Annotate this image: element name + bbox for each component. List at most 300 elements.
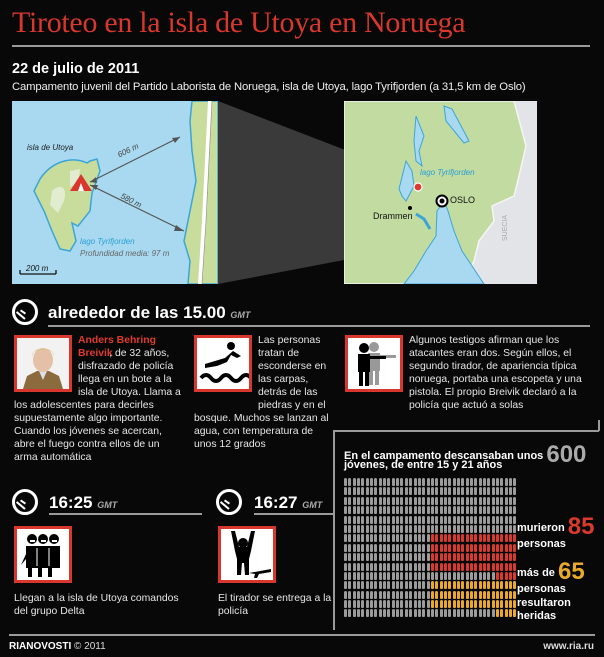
person-figure <box>366 534 369 542</box>
person-figure <box>461 609 464 617</box>
footer-url[interactable]: www.ria.ru <box>543 641 594 652</box>
person-figure <box>400 553 403 561</box>
regional-map <box>344 101 537 284</box>
person-figure <box>470 516 473 524</box>
person-figure <box>457 581 460 589</box>
section2-text: Llegan a la isla de Utoya comandos del grupo Delta <box>14 593 179 617</box>
person-figure <box>474 478 477 486</box>
person-figure <box>418 563 421 571</box>
person-figure <box>379 544 382 552</box>
person-figure <box>461 478 464 486</box>
person-figure <box>513 487 516 495</box>
person-figure <box>453 563 456 571</box>
person-figure <box>383 534 386 542</box>
person-figure <box>457 553 460 561</box>
person-figure <box>396 487 399 495</box>
person-figure <box>505 487 508 495</box>
person-figure <box>374 591 377 599</box>
person-figure <box>370 572 373 580</box>
person-figure <box>453 478 456 486</box>
person-figure <box>392 581 395 589</box>
person-figure <box>414 506 417 514</box>
person-figure <box>448 609 451 617</box>
person-figure <box>492 534 495 542</box>
person-figure <box>487 591 490 599</box>
person-figure <box>383 563 386 571</box>
person-figure <box>414 516 417 524</box>
person-figure <box>470 600 473 608</box>
person-figure <box>479 609 482 617</box>
person-figure <box>409 581 412 589</box>
person-figure <box>453 553 456 561</box>
person-figure <box>505 600 508 608</box>
person-figure <box>496 591 499 599</box>
person-figure <box>348 553 351 561</box>
person-figure <box>500 516 503 524</box>
person-figure <box>479 544 482 552</box>
person-figure <box>470 534 473 542</box>
person-figure <box>427 581 430 589</box>
person-figure <box>379 516 382 524</box>
person-figure <box>344 506 347 514</box>
breivik-name: Anders Behring Breivik <box>78 335 156 359</box>
island-label: isla de Utoya <box>27 143 74 152</box>
dead-count: 85 <box>567 513 595 540</box>
person-figure <box>400 544 403 552</box>
person-figure <box>444 478 447 486</box>
person-figure <box>461 506 464 514</box>
person-figure <box>344 572 347 580</box>
person-figure <box>496 506 499 514</box>
person-figure <box>444 525 447 533</box>
person-figure <box>405 591 408 599</box>
person-figure <box>361 581 364 589</box>
person-figure <box>344 609 347 617</box>
person-figure <box>457 600 460 608</box>
person-figure <box>370 487 373 495</box>
person-figure <box>479 525 482 533</box>
person-figure <box>392 487 395 495</box>
person-figure <box>387 497 390 505</box>
person-figure <box>348 609 351 617</box>
person-figure <box>453 534 456 542</box>
dead-post: personas <box>517 538 566 550</box>
local-map <box>12 101 218 284</box>
person-figure <box>396 600 399 608</box>
person-figure <box>370 506 373 514</box>
person-figure <box>470 478 473 486</box>
person-figure <box>357 534 360 542</box>
scale-label: 200 m <box>26 264 49 273</box>
person-figure <box>405 563 408 571</box>
person-figure <box>483 525 486 533</box>
section1-col3-text: Algunos testigos afirman que los atacantes eran dos. Según ellos, el segundo tirador, de apariencia típica noruega, portaba una escopeta y una pistola. El propio Breivik declaró a la policía que actuó a solas <box>409 335 582 411</box>
person-figure <box>435 487 438 495</box>
person-figure <box>396 506 399 514</box>
person-figure <box>487 516 490 524</box>
person-figure <box>461 544 464 552</box>
stats-top-border <box>333 430 599 432</box>
person-figure <box>400 497 403 505</box>
clock-icon-3 <box>216 489 242 515</box>
person-figure <box>361 553 364 561</box>
person-figure <box>461 572 464 580</box>
person-figure <box>353 600 356 608</box>
stats-total: 600 <box>546 441 587 468</box>
page-title: Tiroteo en la isla de Utoya en Noruega <box>12 6 466 39</box>
person-figure <box>374 534 377 542</box>
person-figure <box>366 516 369 524</box>
person-figure <box>466 572 469 580</box>
person-figure <box>453 544 456 552</box>
person-figure <box>366 553 369 561</box>
person-figure <box>509 600 512 608</box>
dead-label <box>517 513 594 541</box>
person-figure <box>496 600 499 608</box>
person-figure <box>409 572 412 580</box>
person-figure <box>357 544 360 552</box>
person-figure <box>366 563 369 571</box>
person-figure <box>509 581 512 589</box>
person-figure <box>470 487 473 495</box>
person-figure <box>444 497 447 505</box>
person-figure <box>400 525 403 533</box>
person-figure <box>414 525 417 533</box>
person-figure <box>409 563 412 571</box>
person-figure <box>409 516 412 524</box>
person-figure <box>405 516 408 524</box>
person-figure <box>379 572 382 580</box>
person-figure <box>440 563 443 571</box>
person-figure <box>470 572 473 580</box>
person-figure <box>374 609 377 617</box>
person-figure <box>344 600 347 608</box>
person-figure <box>505 563 508 571</box>
person-figure <box>461 591 464 599</box>
brand-logo: RIANOVOSTI <box>9 641 72 652</box>
person-figure <box>440 572 443 580</box>
person-figure <box>505 609 508 617</box>
person-figure <box>461 497 464 505</box>
person-figure <box>466 516 469 524</box>
person-figure <box>513 534 516 542</box>
person-figure <box>400 487 403 495</box>
person-figure <box>440 609 443 617</box>
person-figure <box>470 506 473 514</box>
person-figure <box>370 534 373 542</box>
person-figure <box>361 544 364 552</box>
distance-label-606: 606 m <box>116 141 141 160</box>
person-figure <box>422 563 425 571</box>
person-figure <box>479 487 482 495</box>
person-figure <box>513 581 516 589</box>
person-figure <box>396 516 399 524</box>
person-figure <box>440 534 443 542</box>
person-figure <box>496 497 499 505</box>
person-figure <box>448 497 451 505</box>
person-figure <box>361 478 364 486</box>
section3-divider <box>254 513 334 515</box>
person-figure <box>431 581 434 589</box>
person-figure <box>492 525 495 533</box>
person-figure <box>496 544 499 552</box>
person-figure <box>400 563 403 571</box>
person-figure <box>396 525 399 533</box>
person-figure <box>383 516 386 524</box>
person-figure <box>483 553 486 561</box>
person-figure <box>374 600 377 608</box>
person-figure <box>422 600 425 608</box>
person-figure <box>370 609 373 617</box>
person-figure <box>414 591 417 599</box>
person-figure <box>348 600 351 608</box>
person-figure <box>366 591 369 599</box>
person-figure <box>500 572 503 580</box>
person-figure <box>379 600 382 608</box>
person-figure <box>513 478 516 486</box>
person-figure <box>509 534 512 542</box>
person-figure <box>396 581 399 589</box>
person-figure <box>392 478 395 486</box>
person-figure <box>374 553 377 561</box>
person-figure <box>461 534 464 542</box>
person-figure <box>500 497 503 505</box>
person-figure <box>387 534 390 542</box>
person-figure <box>348 487 351 495</box>
person-figure <box>344 478 347 486</box>
person-figure <box>487 572 490 580</box>
person-figure <box>387 525 390 533</box>
person-figure <box>366 600 369 608</box>
person-figure <box>366 544 369 552</box>
person-figure <box>374 497 377 505</box>
person-figure <box>461 516 464 524</box>
person-figure <box>361 572 364 580</box>
person-figure <box>513 591 516 599</box>
person-figure <box>427 534 430 542</box>
person-figure <box>479 516 482 524</box>
section2-tz: GMT <box>97 500 118 510</box>
person-figure <box>383 544 386 552</box>
person-figure <box>344 516 347 524</box>
person-figure <box>374 572 377 580</box>
person-figure <box>487 609 490 617</box>
person-figure <box>353 534 356 542</box>
person-figure <box>400 572 403 580</box>
person-figure <box>483 563 486 571</box>
person-figure <box>418 609 421 617</box>
person-figure <box>422 581 425 589</box>
person-figure <box>392 506 395 514</box>
person-figure <box>513 506 516 514</box>
person-figure <box>353 544 356 552</box>
person-figure <box>409 497 412 505</box>
person-figure <box>492 487 495 495</box>
person-figure <box>444 609 447 617</box>
person-figure <box>353 506 356 514</box>
person-figure <box>435 553 438 561</box>
person-figure <box>414 497 417 505</box>
person-figure <box>422 478 425 486</box>
person-figure <box>392 600 395 608</box>
person-figure <box>513 497 516 505</box>
person-figure <box>374 581 377 589</box>
person-figure <box>487 506 490 514</box>
person-figure <box>361 534 364 542</box>
person-figure <box>348 516 351 524</box>
person-figure <box>461 487 464 495</box>
person-figure <box>474 581 477 589</box>
person-figure <box>496 553 499 561</box>
person-figure <box>461 553 464 561</box>
person-figure <box>427 497 430 505</box>
person-figure <box>418 591 421 599</box>
person-figure <box>444 563 447 571</box>
person-figure <box>379 506 382 514</box>
person-figure <box>427 544 430 552</box>
person-figure <box>387 516 390 524</box>
person-figure <box>344 591 347 599</box>
person-figure <box>461 563 464 571</box>
region-lake-label: lago Tyrifjorden <box>420 168 475 177</box>
person-figure <box>357 553 360 561</box>
person-figure <box>457 534 460 542</box>
person-figure <box>405 581 408 589</box>
person-figure <box>487 534 490 542</box>
person-figure <box>440 487 443 495</box>
person-figure <box>422 572 425 580</box>
person-figure <box>448 516 451 524</box>
person-figure <box>470 553 473 561</box>
person-figure <box>457 563 460 571</box>
person-figure <box>479 506 482 514</box>
person-figure <box>505 544 508 552</box>
copyright: © 2011 <box>74 641 106 652</box>
person-figure <box>379 591 382 599</box>
person-figure <box>474 534 477 542</box>
person-figure <box>496 487 499 495</box>
person-figure <box>396 553 399 561</box>
stats-heading-2: jóvenes, de entre 15 y 21 años <box>344 459 503 471</box>
person-figure <box>500 553 503 561</box>
person-figure <box>500 581 503 589</box>
person-figure <box>440 525 443 533</box>
wounded-count: 65 <box>557 558 585 585</box>
person-figure <box>457 478 460 486</box>
person-figure <box>348 581 351 589</box>
person-figure <box>513 516 516 524</box>
person-figure <box>496 525 499 533</box>
person-figure <box>374 487 377 495</box>
person-figure <box>370 516 373 524</box>
person-figure <box>400 516 403 524</box>
person-figure <box>348 497 351 505</box>
person-figure <box>479 600 482 608</box>
person-figure <box>509 487 512 495</box>
person-figure <box>374 478 377 486</box>
person-figure <box>396 609 399 617</box>
person-figure <box>505 525 508 533</box>
person-figure <box>457 487 460 495</box>
person-figure <box>448 591 451 599</box>
person-figure <box>435 591 438 599</box>
person-figure <box>431 525 434 533</box>
person-figure <box>387 478 390 486</box>
person-figure <box>444 544 447 552</box>
person-figure <box>448 506 451 514</box>
section3-time-text: 16:27 <box>254 493 298 512</box>
person-figure <box>414 600 417 608</box>
wounded-pre: más de <box>517 567 555 579</box>
person-figure <box>427 478 430 486</box>
person-figure <box>387 600 390 608</box>
person-figure <box>453 516 456 524</box>
person-figure <box>357 600 360 608</box>
person-figure <box>487 563 490 571</box>
person-figure <box>392 591 395 599</box>
person-figure <box>461 581 464 589</box>
person-figure <box>409 525 412 533</box>
person-figure <box>392 534 395 542</box>
oslo-label: OSLO <box>450 195 476 205</box>
section1-tz: GMT <box>230 310 251 320</box>
person-figure <box>405 600 408 608</box>
person-figure <box>474 563 477 571</box>
person-figure <box>487 581 490 589</box>
person-figure <box>392 553 395 561</box>
person-figure <box>418 544 421 552</box>
person-figure <box>357 581 360 589</box>
person-figure <box>431 497 434 505</box>
person-figure <box>492 581 495 589</box>
event-date: 22 de julio de 2011 <box>12 61 140 77</box>
person-figure <box>409 544 412 552</box>
person-figure <box>479 497 482 505</box>
person-figure <box>483 534 486 542</box>
person-figure <box>440 581 443 589</box>
person-figure <box>431 487 434 495</box>
person-figure <box>418 525 421 533</box>
person-figure <box>387 591 390 599</box>
stats-heading-text: En el campamento descansaban unos <box>344 450 544 462</box>
person-figure <box>444 600 447 608</box>
person-figure <box>405 497 408 505</box>
person-figure <box>466 497 469 505</box>
person-figure <box>509 506 512 514</box>
person-figure <box>370 563 373 571</box>
person-figure <box>405 525 408 533</box>
person-figure <box>505 516 508 524</box>
person-figure <box>357 525 360 533</box>
person-figure <box>379 581 382 589</box>
person-figure <box>461 525 464 533</box>
person-figure <box>357 609 360 617</box>
person-figure <box>405 553 408 561</box>
person-figure <box>470 609 473 617</box>
person-figure <box>383 609 386 617</box>
person-figure <box>435 563 438 571</box>
person-figure <box>361 506 364 514</box>
person-figure <box>392 516 395 524</box>
person-figure <box>500 487 503 495</box>
person-figure <box>427 600 430 608</box>
person-figure <box>361 525 364 533</box>
person-figure <box>392 525 395 533</box>
person-figure <box>466 581 469 589</box>
person-figure <box>348 572 351 580</box>
person-figure <box>400 506 403 514</box>
person-figure <box>457 609 460 617</box>
